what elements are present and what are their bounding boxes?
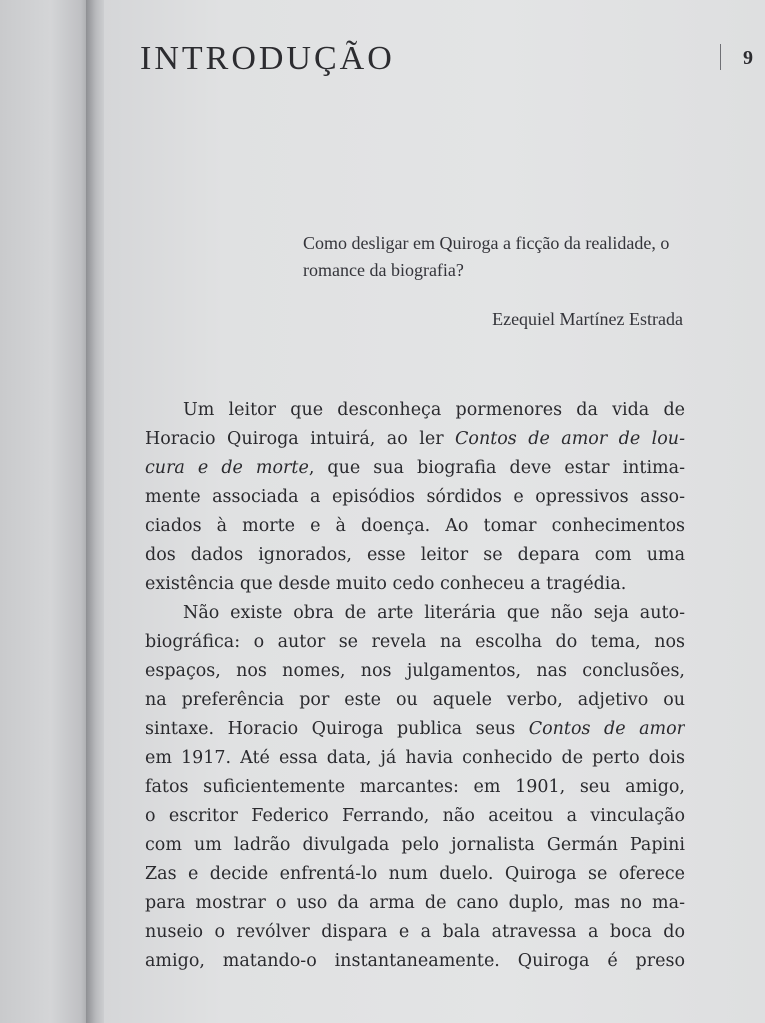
body-line bbox=[145, 628, 685, 657]
body-line bbox=[145, 715, 685, 744]
body-line bbox=[145, 512, 685, 541]
body-text-segment: Horacio Quiroga intuirá, ao ler bbox=[145, 429, 456, 449]
chapter-title: INTRODUÇÃO bbox=[140, 40, 395, 77]
body-text bbox=[145, 396, 685, 976]
body-text-segment: na preferência por este ou aquele verbo, adjetivo ou bbox=[145, 690, 685, 710]
body-line bbox=[145, 802, 685, 831]
body-text-segment: com um ladrão divulgada pelo jornalista Germán Papini bbox=[145, 835, 685, 855]
body-line bbox=[145, 425, 685, 454]
body-text-segment: nuseio o revólver dispara e a bala atravessa a boca do bbox=[145, 922, 685, 942]
body-line bbox=[145, 918, 685, 947]
body-line bbox=[145, 860, 685, 889]
body-text-segment: Não existe obra de arte literária que não seja auto- bbox=[183, 603, 685, 623]
body-line bbox=[145, 947, 685, 976]
body-text-segment: amigo, matando-o instantaneamente. Quiroga é preso bbox=[145, 951, 685, 971]
body-line bbox=[145, 889, 685, 918]
body-line bbox=[145, 483, 685, 512]
body-text-segment: Um leitor que desconheça pormenores da vida de bbox=[183, 400, 685, 420]
body-text-segment: em 1917. Até essa data, já havia conhecido de perto dois bbox=[145, 748, 685, 768]
body-line bbox=[145, 831, 685, 860]
body-line bbox=[145, 396, 685, 425]
body-text-segment: fatos suficientemente marcantes: em 1901, seu amigo, bbox=[145, 777, 685, 797]
body-line bbox=[145, 541, 685, 570]
left-page-edge bbox=[0, 0, 92, 1023]
body-text-segment: biográfica: o autor se revela na escolha do tema, nos bbox=[145, 632, 685, 652]
body-line bbox=[145, 570, 685, 599]
page-number: 9 bbox=[743, 47, 753, 69]
epigraph-quote: Como desligar em Quiroga a ficção da realidade, o romance da biografia? bbox=[303, 233, 670, 280]
body-text-segment: , que sua biografia deve estar intima- bbox=[308, 458, 685, 478]
italic-title-text: cura e de morte bbox=[145, 458, 309, 478]
body-line bbox=[145, 657, 685, 686]
body-line bbox=[145, 454, 685, 483]
body-text-segment: mente associada a episódios sórdidos e opressivos asso- bbox=[145, 487, 685, 507]
body-text-segment: dos dados ignorados, esse leitor se depara com uma bbox=[145, 545, 685, 565]
folio-divider bbox=[720, 44, 721, 70]
body-line bbox=[145, 773, 685, 802]
body-text-segment: o escritor Federico Ferrando, não aceitou a vinculação bbox=[145, 806, 685, 826]
italic-title-text: Contos de amor de lou- bbox=[455, 429, 685, 449]
body-text-segment: ciados à morte e à doença. Ao tomar conhecimentos bbox=[145, 516, 685, 536]
body-line bbox=[145, 686, 685, 715]
body-text-segment: para mostrar o uso da arma de cano duplo, mas no ma- bbox=[145, 893, 685, 913]
body-line bbox=[145, 744, 685, 773]
body-line bbox=[145, 599, 685, 628]
epigraph-author: Ezequiel Martínez Estrada bbox=[492, 309, 683, 329]
body-text-segment: espaços, nos nomes, nos julgamentos, nas conclusões, bbox=[145, 661, 685, 681]
body-text-segment: Zas e decide enfrentá-lo num duelo. Quiroga se oferece bbox=[145, 864, 685, 884]
italic-title-text: Contos de amor bbox=[528, 719, 685, 739]
body-text-segment: existência que desde muito cedo conheceu a tragédia. bbox=[145, 574, 627, 594]
body-text-segment: sintaxe. Horacio Quiroga publica seus bbox=[145, 719, 529, 739]
